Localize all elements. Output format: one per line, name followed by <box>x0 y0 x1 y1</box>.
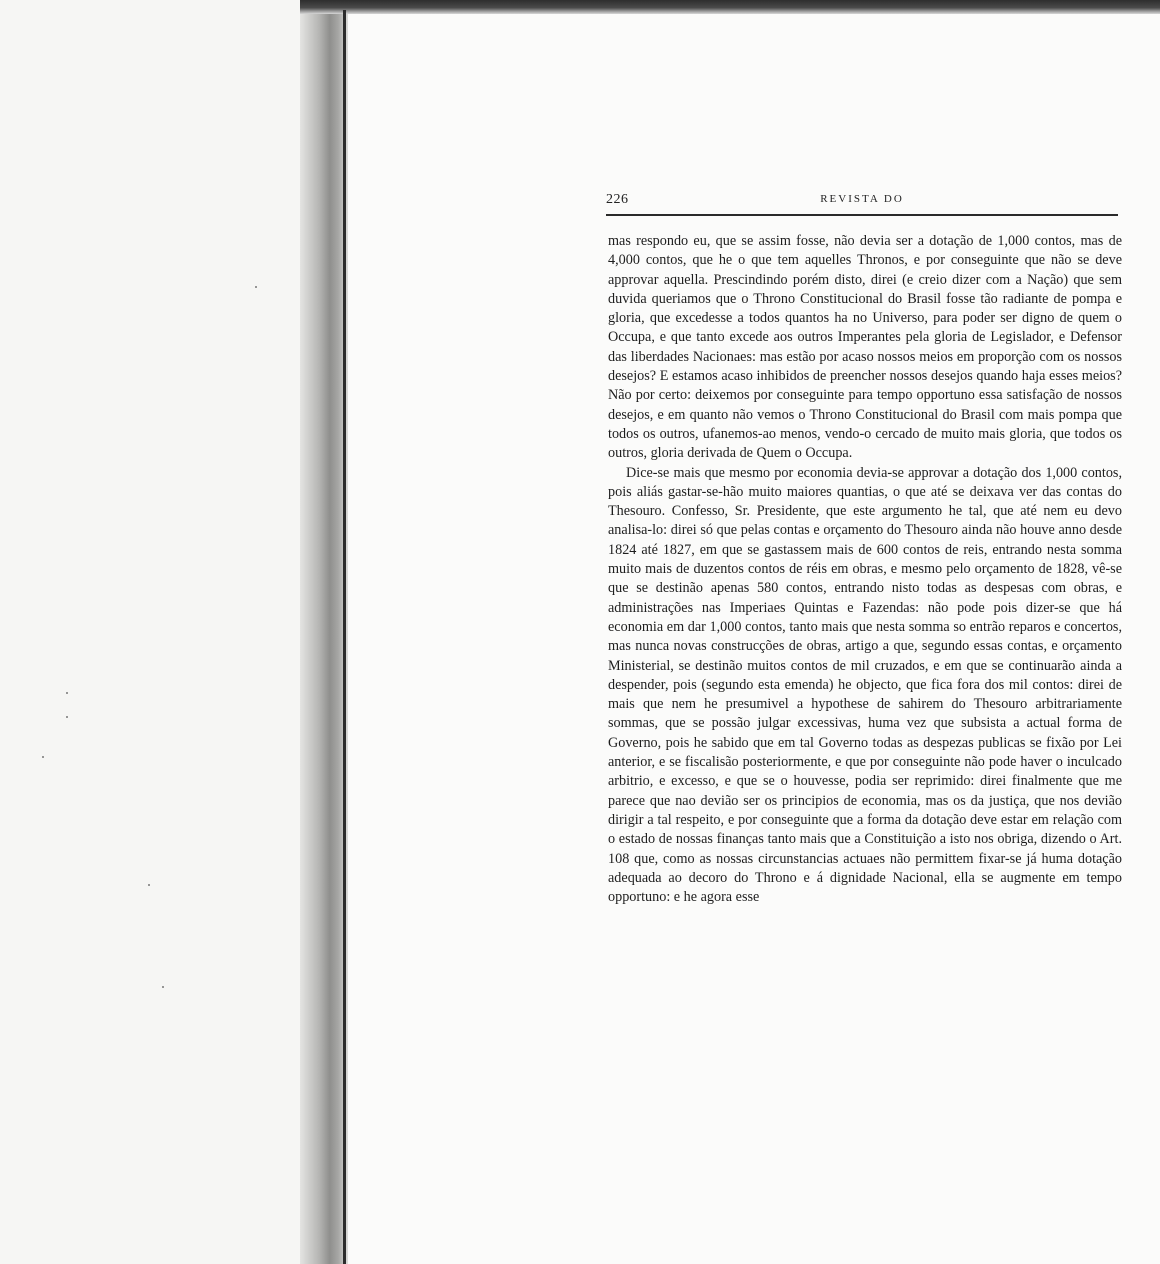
book-gutter-line <box>343 10 346 1264</box>
page-number: 226 <box>606 192 629 207</box>
paragraph-2: Dice-se mais que mesmo por economia devia-se approvar a dotação dos 1,000 contos, pois aliás gastar-se-hão muito maiores quantias, o que até se deixava ver das contas do Thesouro. Confesso, Sr. Presidente, que este argumento he tal, que até nem eu devo analisa-lo: direi só que pelas contas e orçamento do Thesouro ainda não houve anno desde 1824 até 1827, em que se gastassem mais de 600 contos de reis, entrando nesta somma muito mais de duzentos contos de réis em obras, e mesmo pelo orçamento de 1828, vê-se que se destinão apenas 580 contos, entrando nisto todas as despesas com obras, e administrações nas Imperiaes Quintas e Fazendas: não pode pois dizer-se que há economia em dar 1,000 contos, tanto mais que nesta somma so entrão reparos e concertos, mas nunca novas construcções de obras, artigo a que, segundo essas contas, e orçamento Ministerial, se destinão muitos contos de mil cruzados, e em que se continuarão ainda a despender, pois (segundo esta emenda) he objecto, que fica fora dos mil contos: direi de mais que nem he presumivel a hypothese de sahirem do Thesouro arbitrariamente sommas, que se possão julgar excessivas, huma vez que subsista a actual forma de Governo, pois he sabido que em tal Governo todas as despezas publicas se fixão por Lei anterior, e se fiscalisão posteriormente, e que por conseguinte não pode haver o inculcado arbitrio, e excesso, e que se o houvesse, podia ser reprimido: direi finalmente que me parece que nao devião ser os principios de economia, mas os da justiça, que nos devião dirigir a tal respeito, e por conseguinte que a forma da dotação deve estar em relação com o estado de nossas finanças tanto mais que a Constituição a isto nos obriga, dizendo o Art. 108 que, como as nossas circunstancias actuaes não permittem fixar-se já huma dotação adequada ao decoro do Throno e á dignidade Nacional, ella se augmente em tempo opportuno: e he agora esse <box>608 464 1122 906</box>
book-gutter-shadow <box>300 0 348 1264</box>
page-top-edge <box>300 0 1160 14</box>
journal-title: REVISTA DO <box>820 193 904 205</box>
scan-speck <box>66 692 68 694</box>
scan-speck <box>66 716 68 718</box>
scan-speck <box>42 756 44 758</box>
scan-speck <box>148 884 150 886</box>
scan-speck <box>255 286 257 288</box>
running-header <box>606 190 1118 216</box>
paragraph-1: mas respondo eu, que se assim fosse, não devia ser a dotação de 1,000 contos, mas de 4,000 contos, que he o que tem aquelles Thronos, e por conseguinte que não se deve approvar aquella. Prescindindo porém disto, direi (e creio dizer com a Nação) que sem duvida queriamos que o Throno Constitucional do Brasil fosse tão radiante de pompa e gloria, que excedesse a todos quantos ha no Universo, para poder ser digno de quem o Occupa, e que tanto excede aos outros Imperantes pela gloria de Legislador, e Defensor das liberdades Nacionaes: mas estão por acaso nossos meios em proporção com os nossos desejos? E estamos acaso inhibidos de preencher nossos desejos quando haja esses meios? Não por certo: deixemos por conseguinte para tempo opportuno essa satisfação de nossos desejos, e em quanto não vemos o Throno Constitucional do Brasil com mais pompa que todos os outros, ufanemos-ao menos, vendo-o cercado de muito mais gloria, que todos os outros, gloria derivada de Quem o Occupa. <box>608 233 1122 462</box>
body-text <box>608 232 1122 907</box>
scan-speck <box>162 986 164 988</box>
left-facing-page <box>0 0 318 1264</box>
